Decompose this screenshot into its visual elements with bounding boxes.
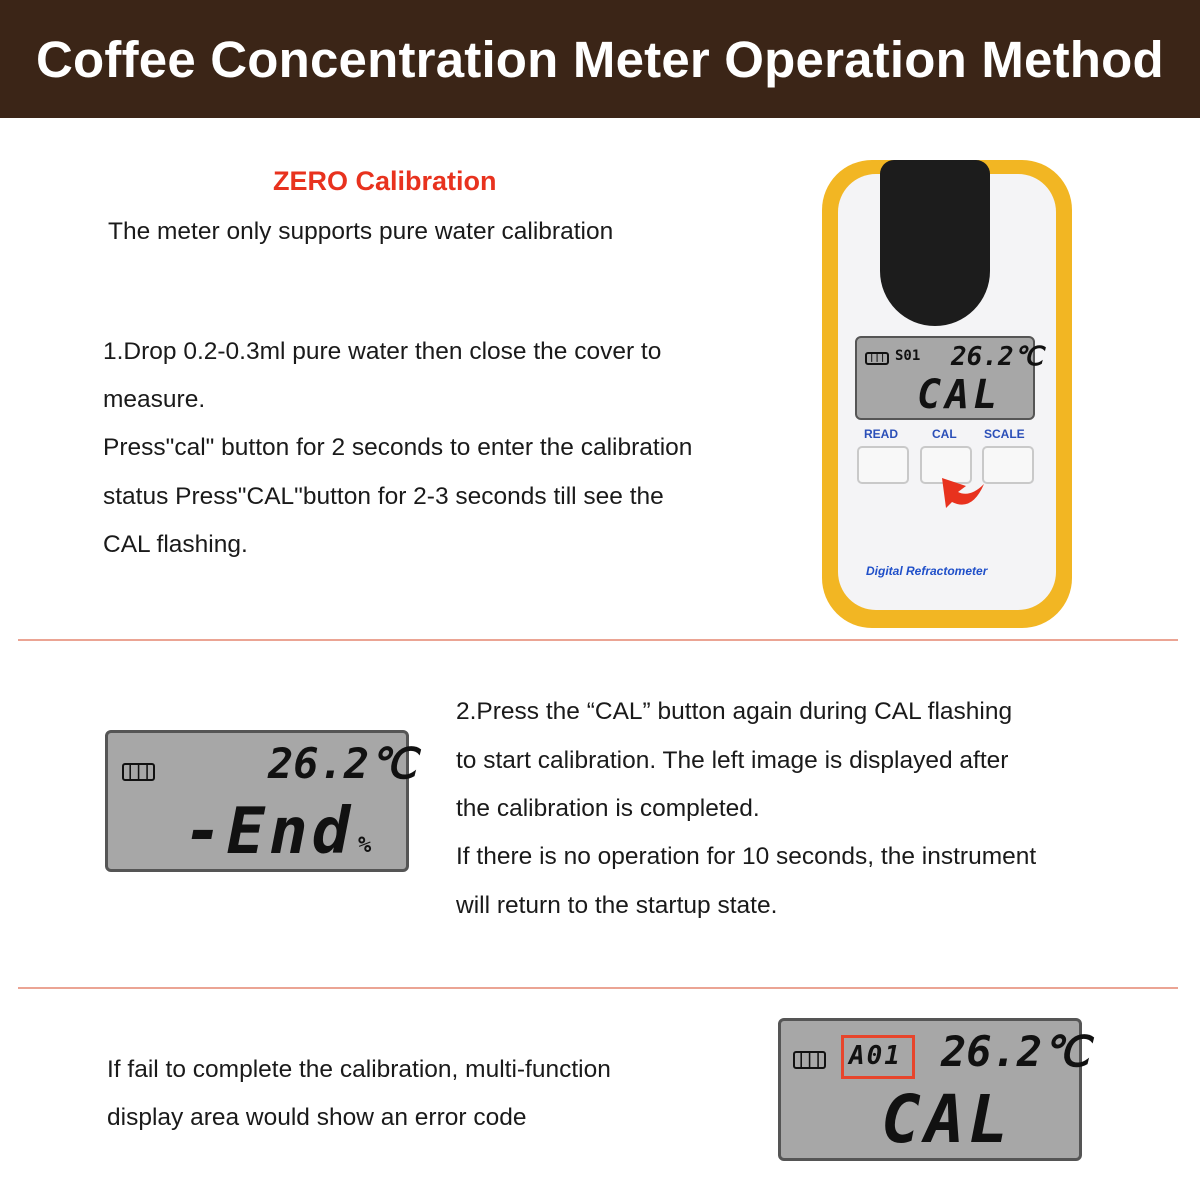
step1-line: 1.Drop 0.2-0.3ml pure water then close the cover to (103, 338, 662, 365)
lcd-unit: % (358, 833, 372, 858)
step1-line: measure. (103, 386, 206, 413)
device-lcd (855, 336, 1043, 420)
lcd-temperature: 26.2℃ (951, 342, 1043, 372)
curved-arrow-icon (932, 468, 992, 516)
step2-line: the calibration is completed. (456, 795, 760, 822)
prism-cover (880, 160, 990, 326)
cal-label: CAL (932, 427, 957, 441)
step1-line: CAL flashing. (103, 531, 248, 558)
lcd-main: -End (184, 795, 355, 869)
read-button[interactable] (857, 446, 909, 484)
section-subtitle: The meter only supports pure water calibration (108, 218, 614, 245)
lcd-temperature: 26.2℃ (268, 739, 417, 788)
divider (18, 987, 1178, 989)
step3-line: If fail to complete the calibration, multi-function (107, 1056, 611, 1083)
battery-icon: ||| (793, 1051, 826, 1069)
lcd-error-code: A01 (849, 1041, 902, 1071)
lcd-main: CAL (917, 372, 1002, 418)
lcd-main: CAL (881, 1081, 1013, 1158)
section-heading: ZERO Calibration (273, 166, 497, 196)
page-title: Coffee Concentration Meter Operation Method (36, 31, 1164, 88)
read-label: READ (864, 427, 899, 441)
step3-line: display area would show an error code (107, 1104, 527, 1131)
step1-line: Press"cal" button for 2 seconds to enter the calibration (103, 434, 693, 461)
header-banner (0, 0, 1200, 118)
step2-line: 2.Press the “CAL” button again during CAL flashing (456, 698, 1013, 725)
end-lcd (105, 730, 417, 872)
error-lcd (778, 1018, 1090, 1161)
step2-line: to start calibration. The left image is displayed after (456, 747, 1009, 774)
battery-icon: ||| (865, 352, 889, 365)
battery-icon: ||| (122, 763, 155, 781)
lcd-temperature: 26.2℃ (941, 1027, 1090, 1076)
lcd-code: S01 (895, 348, 921, 364)
divider (18, 639, 1178, 641)
device-brand: Digital Refractometer (866, 564, 988, 578)
step2-line: If there is no operation for 10 seconds, the instrument (456, 843, 1037, 870)
scale-label: SCALE (984, 427, 1025, 441)
step1-line: status Press"CAL"button for 2-3 seconds till see the (103, 483, 664, 510)
step2-line: will return to the startup state. (456, 892, 778, 919)
